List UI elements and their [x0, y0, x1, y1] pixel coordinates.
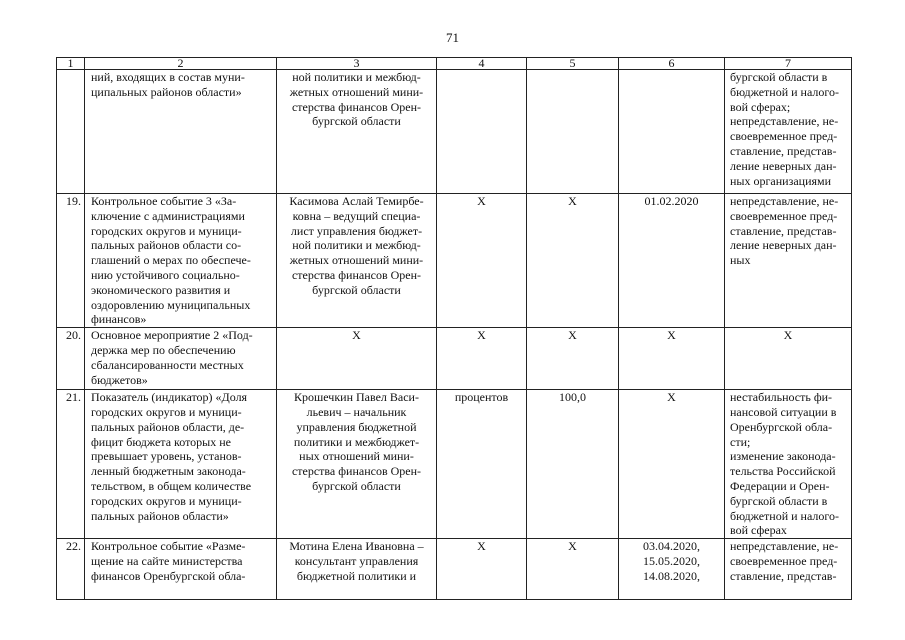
responsible-cell: ной политики и межбюд- жетных отношений мини- стерства финансов Орен- бургской области	[277, 70, 437, 194]
column-number-row	[57, 58, 852, 70]
risk-cell: бургской области в бюджетной и налого- вой сферах; непредставление, не- своевременное пред- ставление, представ- ление неверных дан- ных организациями	[725, 70, 852, 194]
risk-cell: непредставление, не- своевременное пред- ставление, представ- ление неверных дан- ных	[725, 194, 852, 328]
event-cell: ний, входящих в состав муни- ципальных районов области»	[85, 70, 277, 194]
value-cell: Х	[527, 194, 619, 328]
responsible-cell: Мотина Елена Ивановна – консультант управления бюджетной политики и	[277, 539, 437, 600]
risk-cell: нестабильность фи- нансовой ситуации в Оренбургской обла- сти; изменение законода- тельства Российской Федерации и Орен- бургской области в бюджетной и налого- вой сферах	[725, 390, 852, 539]
row-number-cell: 19.	[57, 194, 85, 328]
table-row	[57, 328, 852, 390]
unit-cell	[437, 70, 527, 194]
responsible-cell: Касимова Аслай Темирбе- ковна – ведущий специа- лист управления бюджет- ной политики и межбюд- жетных отношений мини- стерства финансов Орен- бургской области	[277, 194, 437, 328]
page-number: 71	[446, 30, 459, 45]
table-row	[57, 539, 852, 600]
table-row	[57, 70, 852, 194]
responsible-cell: Х	[277, 328, 437, 390]
value-cell: Х	[527, 539, 619, 600]
event-cell: Контрольное событие «Разме- щение на сайте министерства финансов Оренбургской обла-	[85, 539, 277, 600]
date-cell: 01.02.2020	[619, 194, 725, 328]
value-cell: Х	[527, 328, 619, 390]
column-header: 6	[619, 58, 725, 70]
unit-cell: Х	[437, 539, 527, 600]
unit-cell: Х	[437, 194, 527, 328]
unit-cell: Х	[437, 328, 527, 390]
column-header: 3	[277, 58, 437, 70]
event-cell: Основное мероприятие 2 «Под- держка мер по обеспечению сбалансированности местных бюджетов»	[85, 328, 277, 390]
row-number-cell: 21.	[57, 390, 85, 539]
row-number-cell	[57, 70, 85, 194]
date-cell	[619, 70, 725, 194]
program-table	[56, 57, 852, 600]
column-header: 2	[85, 58, 277, 70]
event-cell: Контрольное событие 3 «За- ключение с администрациями городских округов и муници- пальных районов области со- глашений о мерах по обеспече- нию устойчивого социально- экономического развития и оздоровлению муниципальных финансов»	[85, 194, 277, 328]
value-cell: 100,0	[527, 390, 619, 539]
table-row	[57, 390, 852, 539]
date-cell: 03.04.2020, 15.05.2020, 14.08.2020,	[619, 539, 725, 600]
value-cell	[527, 70, 619, 194]
date-cell: Х	[619, 390, 725, 539]
unit-cell: процентов	[437, 390, 527, 539]
column-header: 1	[57, 58, 85, 70]
table-row	[57, 194, 852, 328]
column-header: 4	[437, 58, 527, 70]
row-number-cell: 22.	[57, 539, 85, 600]
column-header: 7	[725, 58, 852, 70]
row-number-cell: 20.	[57, 328, 85, 390]
risk-cell: непредставление, не- своевременное пред- ставление, представ-	[725, 539, 852, 600]
date-cell: Х	[619, 328, 725, 390]
risk-cell: Х	[725, 328, 852, 390]
column-header: 5	[527, 58, 619, 70]
event-cell: Показатель (индикатор) «Доля городских округов и муници- пальных районов области, де- фицит бюджета которых не превышает уровень, установ- ленный бюджетным законода- тельством, в общем количестве городских округов и муници- пальных районов области»	[85, 390, 277, 539]
responsible-cell: Крошечкин Павел Васи- льевич – начальник управления бюджетной политики и межбюджет- ных отношений мини- стерства финансов Орен- бургской области	[277, 390, 437, 539]
